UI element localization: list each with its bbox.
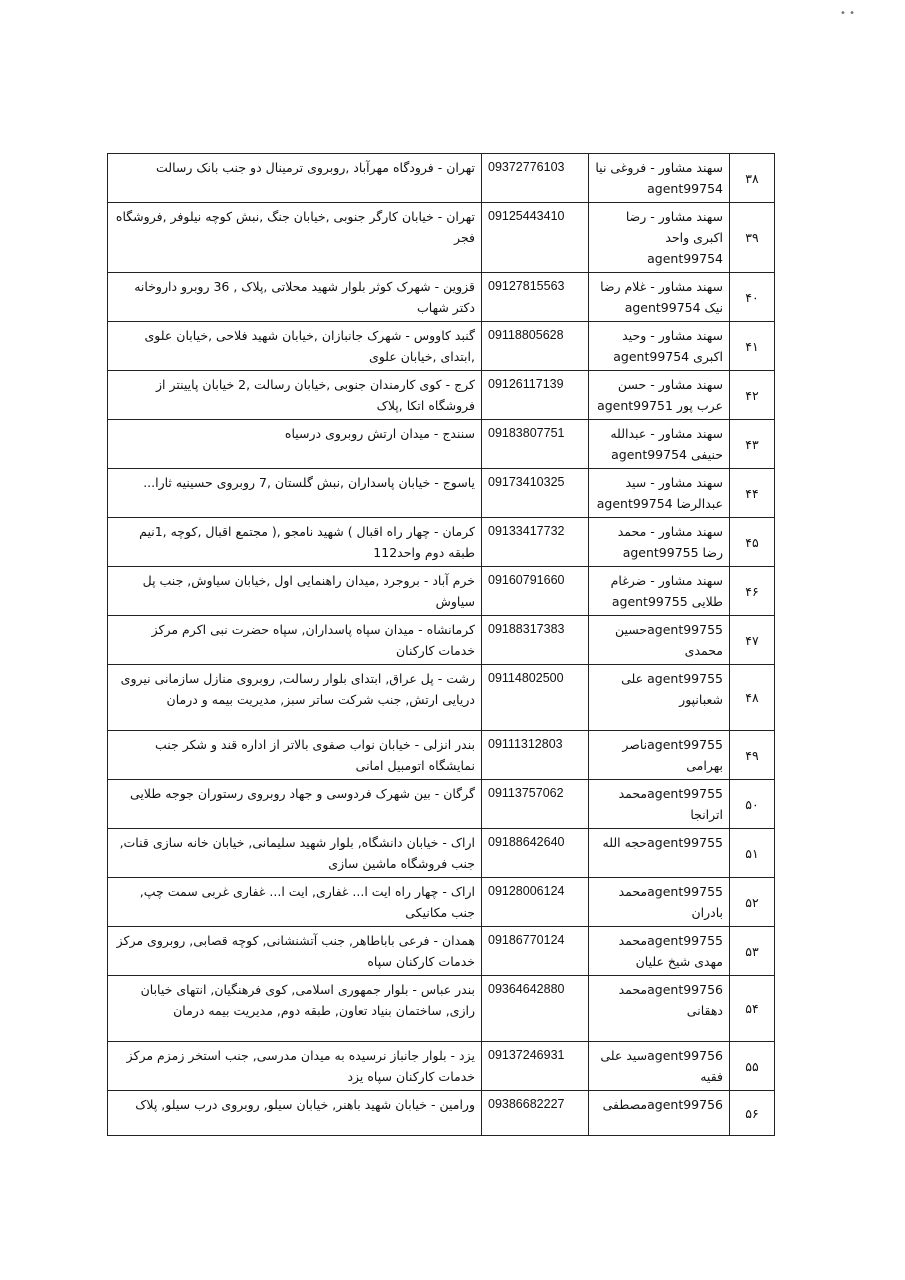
address: کرج - کوی کارمندان جنوبی ,خیابان رسالت ,2 خیابان پایینتر از فروشگاه اتکا ,پلاک bbox=[108, 371, 482, 420]
phone-number: 09364642880 bbox=[482, 976, 589, 1042]
agent-name: agent99755 علی شعبانپور bbox=[589, 665, 730, 731]
table-row bbox=[108, 518, 775, 567]
table-row bbox=[108, 780, 775, 829]
agent-name: agent99755محمد بادران bbox=[589, 878, 730, 927]
address: کرمان - چهار راه اقبال ) شهید نامجو ,( مجتمع اقبال ,کوچه ,1نیم طبقه دوم واحد112 bbox=[108, 518, 482, 567]
agent-name: سهند مشاور - عبدالله حنیفی agent99754 bbox=[589, 420, 730, 469]
phone-number: 09186770124 bbox=[482, 927, 589, 976]
phone-number: 09173410325 bbox=[482, 469, 589, 518]
table-row bbox=[108, 731, 775, 780]
row-number: ۴۹ bbox=[730, 731, 775, 780]
row-number: ۵۲ bbox=[730, 878, 775, 927]
agent-name: agent99755ناصر بهرامی bbox=[589, 731, 730, 780]
address: یزد - بلوار جانباز نرسیده به میدان مدرسی, جنب استخر زمزم مرکز خدمات کارکنان سپاه یزد bbox=[108, 1042, 482, 1091]
agent-name: agent99756محمد دهقانی bbox=[589, 976, 730, 1042]
agent-name: agent99755حسین محمدی bbox=[589, 616, 730, 665]
row-number: ۴۳ bbox=[730, 420, 775, 469]
phone-number: 09125443410 bbox=[482, 203, 589, 273]
agent-name: agent99755محمد اترانجا bbox=[589, 780, 730, 829]
agent-name: سهند مشاور - فروغی نیا agent99754 bbox=[589, 154, 730, 203]
address: قزوین - شهرک کوثر بلوار شهید محلاتی ,پلاک , 36 روبرو داروخانه دکتر شهاب bbox=[108, 273, 482, 322]
table-row bbox=[108, 203, 775, 273]
phone-number: 09127815563 bbox=[482, 273, 589, 322]
phone-number: 09183807751 bbox=[482, 420, 589, 469]
agent-name: سهند مشاور - رضا اکبری واحد agent99754 bbox=[589, 203, 730, 273]
scan-speck: • • bbox=[840, 8, 855, 19]
phone-number: 09188317383 bbox=[482, 616, 589, 665]
row-number: ۵۳ bbox=[730, 927, 775, 976]
address: کرمانشاه - میدان سپاه پاسداران, سپاه حضرت نبی اکرم مرکز خدمات کارکنان bbox=[108, 616, 482, 665]
agent-name: agent99756سید علی فقیه bbox=[589, 1042, 730, 1091]
agent-name: agent99755محمد مهدی شیخ علیان bbox=[589, 927, 730, 976]
table-row bbox=[108, 1042, 775, 1091]
row-number: ۴۷ bbox=[730, 616, 775, 665]
table-row bbox=[108, 154, 775, 203]
table-row bbox=[108, 976, 775, 1042]
address: ورامین - خیابان شهید باهنر, خیابان سیلو, روبروی درب سیلو, پلاک bbox=[108, 1091, 482, 1136]
address: اراک - چهار راه ایت ا... غفاری, ایت ا... غفاری غربی سمت چپ, جنب مکانیکی bbox=[108, 878, 482, 927]
row-number: ۵۵ bbox=[730, 1042, 775, 1091]
table-row bbox=[108, 567, 775, 616]
phone-number: 09160791660 bbox=[482, 567, 589, 616]
agent-name: سهند مشاور - غلام رضا نیک agent99754 bbox=[589, 273, 730, 322]
address: تهران - فرودگاه مهرآباد ,روبروی ترمینال دو جنب بانک رسالت bbox=[108, 154, 482, 203]
phone-number: 09188642640 bbox=[482, 829, 589, 878]
row-number: ۴۵ bbox=[730, 518, 775, 567]
address: رشت - پل عراق, ابتدای بلوار رسالت, روبروی منازل سازمانی نیروی دریایی ارتش, جنب شرکت ساتر سبز, مدیریت بیمه و درمان bbox=[108, 665, 482, 731]
agent-table-body bbox=[108, 154, 775, 1136]
agent-name: agent99755حجه الله bbox=[589, 829, 730, 878]
table-row bbox=[108, 322, 775, 371]
agent-table bbox=[107, 153, 775, 1136]
table-row bbox=[108, 420, 775, 469]
address: سنندج - میدان ارتش روبروی درسیاه bbox=[108, 420, 482, 469]
agent-name: سهند مشاور - وحید اکبری agent99754 bbox=[589, 322, 730, 371]
row-number: ۴۸ bbox=[730, 665, 775, 731]
phone-number: 09372776103 bbox=[482, 154, 589, 203]
phone-number: 09118805628 bbox=[482, 322, 589, 371]
row-number: ۳۹ bbox=[730, 203, 775, 273]
agent-name: سهند مشاور - سید عبدالرضا agent99754 bbox=[589, 469, 730, 518]
phone-number: 09133417732 bbox=[482, 518, 589, 567]
table-row bbox=[108, 469, 775, 518]
row-number: ۴۲ bbox=[730, 371, 775, 420]
agent-name: agent99756مصطفی bbox=[589, 1091, 730, 1136]
agent-name: سهند مشاور - محمد رضا agent99755 bbox=[589, 518, 730, 567]
table-row bbox=[108, 665, 775, 731]
address: اراک - خیابان دانشگاه, بلوار شهید سلیمانی, خیابان خانه سازی قنات, جنب فروشگاه ماشین سازی bbox=[108, 829, 482, 878]
table-row bbox=[108, 273, 775, 322]
row-number: ۴۱ bbox=[730, 322, 775, 371]
row-number: ۵۰ bbox=[730, 780, 775, 829]
address: گرگان - بین شهرک فردوسی و جهاد روبروی رستوران جوجه طلایی bbox=[108, 780, 482, 829]
phone-number: 09128006124 bbox=[482, 878, 589, 927]
row-number: ۴۰ bbox=[730, 273, 775, 322]
address: تهران - خیابان کارگر جنوبی ,خیابان جنگ ,نبش کوچه نیلوفر ,فروشگاه فجر bbox=[108, 203, 482, 273]
row-number: ۴۴ bbox=[730, 469, 775, 518]
row-number: ۵۴ bbox=[730, 976, 775, 1042]
phone-number: 09126117139 bbox=[482, 371, 589, 420]
address: بندر انزلی - خیابان نواب صفوی بالاتر از اداره قند و شکر جنب نمایشگاه اتومبیل امانی bbox=[108, 731, 482, 780]
row-number: ۵۶ bbox=[730, 1091, 775, 1136]
phone-number: 09386682227 bbox=[482, 1091, 589, 1136]
phone-number: 09113757062 bbox=[482, 780, 589, 829]
address: یاسوج - خیابان پاسداران ,نبش گلستان ,7 روبروی حسینیه ثارا... bbox=[108, 469, 482, 518]
table-row bbox=[108, 1091, 775, 1136]
agent-name: سهند مشاور - ضرغام طلایی agent99755 bbox=[589, 567, 730, 616]
address: گنبد کاووس - شهرک جانبازان ,خیابان شهید فلاحی ,خیابان علوی ,ابتدای ,خیابان علوی bbox=[108, 322, 482, 371]
row-number: ۵۱ bbox=[730, 829, 775, 878]
phone-number: 09137246931 bbox=[482, 1042, 589, 1091]
row-number: ۳۸ bbox=[730, 154, 775, 203]
table-row bbox=[108, 371, 775, 420]
table-row bbox=[108, 927, 775, 976]
address: همدان - فرعی باباطاهر, جنب آتشنشانی, کوچه قصابی, روبروی مرکز خدمات کارکنان سپاه bbox=[108, 927, 482, 976]
table-row bbox=[108, 616, 775, 665]
address: خرم آباد - بروجرد ,میدان راهنمایی اول ,خیابان سیاوش, جنب پل سیاوش bbox=[108, 567, 482, 616]
table-row bbox=[108, 878, 775, 927]
agent-name: سهند مشاور - حسن عرب پور agent99751 bbox=[589, 371, 730, 420]
phone-number: 09111312803 bbox=[482, 731, 589, 780]
phone-number: 09114802500 bbox=[482, 665, 589, 731]
address: بندر عباس - بلوار جمهوری اسلامی, کوی فرهنگیان, انتهای خیابان رازی, ساختمان بنیاد تعاون, طبقه دوم, مدیریت بیمه درمان bbox=[108, 976, 482, 1042]
table-row bbox=[108, 829, 775, 878]
row-number: ۴۶ bbox=[730, 567, 775, 616]
